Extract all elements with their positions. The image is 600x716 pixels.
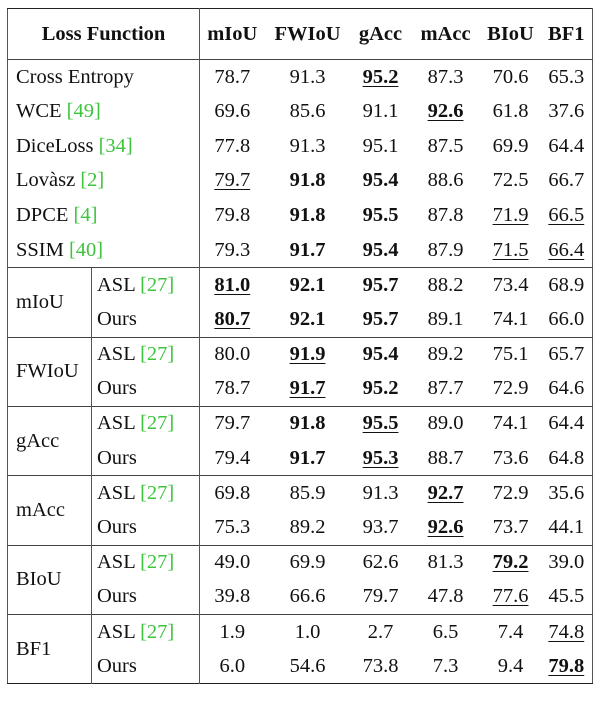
table-row bbox=[8, 198, 593, 233]
value-miou: 78.7 bbox=[214, 65, 251, 88]
method-cell bbox=[92, 337, 200, 372]
value-cell-macc bbox=[411, 545, 481, 580]
row-label-text: WCE bbox=[16, 100, 67, 123]
value-cell-fwiou bbox=[265, 476, 351, 511]
header-row bbox=[8, 9, 593, 60]
citation-ref: [4] bbox=[73, 204, 98, 227]
row-label-text: Ours bbox=[97, 377, 137, 400]
value-bf1: 74.8 bbox=[548, 620, 585, 643]
value-cell-macc bbox=[411, 198, 481, 233]
value-cell-bf1 bbox=[541, 406, 593, 441]
value-bf1: 65.3 bbox=[548, 65, 585, 88]
value-macc: 88.2 bbox=[427, 273, 464, 296]
value-biou: 72.9 bbox=[492, 377, 529, 400]
citation-ref: [27] bbox=[140, 273, 175, 296]
value-gacc: 79.7 bbox=[362, 585, 399, 608]
value-cell-biou bbox=[481, 649, 541, 684]
value-cell-miou bbox=[200, 406, 265, 441]
citation-ref: [27] bbox=[140, 551, 175, 574]
value-cell-fwiou bbox=[265, 510, 351, 545]
value-cell-miou bbox=[200, 198, 265, 233]
method-cell bbox=[92, 510, 200, 545]
value-macc: 6.5 bbox=[432, 620, 459, 643]
value-cell-gacc bbox=[351, 233, 411, 268]
value-biou: 74.1 bbox=[492, 412, 529, 435]
value-gacc: 95.7 bbox=[362, 307, 399, 330]
table-row bbox=[8, 302, 593, 337]
value-macc: 81.3 bbox=[427, 551, 464, 574]
value-biou: 74.1 bbox=[492, 307, 529, 330]
row-label-text: Ours bbox=[97, 307, 137, 330]
value-cell-fwiou bbox=[265, 337, 351, 372]
value-cell-gacc bbox=[351, 164, 411, 199]
value-fwiou: 91.9 bbox=[289, 343, 326, 366]
value-cell-fwiou bbox=[265, 302, 351, 337]
value-cell-bf1 bbox=[541, 268, 593, 303]
value-gacc: 95.2 bbox=[362, 377, 399, 400]
method-cell bbox=[92, 545, 200, 580]
table-row bbox=[8, 441, 593, 476]
value-biou: 77.6 bbox=[492, 585, 529, 608]
header-col-miou: mIoU bbox=[200, 9, 265, 60]
value-cell-fwiou bbox=[265, 198, 351, 233]
header-col-bf1: BF1 bbox=[541, 9, 593, 60]
row-label-text: SSIM bbox=[16, 238, 69, 261]
header-col-gacc: gAcc bbox=[351, 9, 411, 60]
value-miou: 79.7 bbox=[214, 169, 251, 192]
value-cell-miou bbox=[200, 268, 265, 303]
value-macc: 87.8 bbox=[427, 204, 464, 227]
value-cell-macc bbox=[411, 441, 481, 476]
value-cell-macc bbox=[411, 372, 481, 407]
value-fwiou: 54.6 bbox=[289, 654, 326, 677]
row-label-text: ASL bbox=[97, 273, 141, 296]
value-macc: 92.6 bbox=[427, 516, 464, 539]
row-label-text: Ours bbox=[97, 654, 137, 677]
table-row bbox=[8, 164, 593, 199]
value-miou: 81.0 bbox=[214, 273, 251, 296]
value-fwiou: 91.8 bbox=[289, 412, 326, 435]
value-cell-miou bbox=[200, 476, 265, 511]
value-miou: 75.3 bbox=[214, 516, 251, 539]
value-gacc: 95.7 bbox=[362, 273, 399, 296]
row-name-cell bbox=[8, 94, 200, 129]
value-fwiou: 91.3 bbox=[289, 65, 326, 88]
value-cell-macc bbox=[411, 649, 481, 684]
value-miou: 6.0 bbox=[219, 654, 246, 677]
value-fwiou: 92.1 bbox=[289, 307, 326, 330]
value-cell-bf1 bbox=[541, 198, 593, 233]
value-cell-gacc bbox=[351, 615, 411, 650]
value-cell-fwiou bbox=[265, 268, 351, 303]
value-bf1: 64.4 bbox=[548, 134, 585, 157]
citation-ref: [49] bbox=[66, 100, 101, 123]
citation-ref: [40] bbox=[68, 238, 104, 261]
value-cell-gacc bbox=[351, 94, 411, 129]
value-macc: 87.3 bbox=[427, 65, 464, 88]
value-cell-gacc bbox=[351, 476, 411, 511]
row-label-text: DPCE bbox=[16, 204, 74, 227]
value-cell-bf1 bbox=[541, 164, 593, 199]
row-name-cell bbox=[8, 60, 200, 95]
value-cell-biou bbox=[481, 233, 541, 268]
method-cell bbox=[92, 406, 200, 441]
value-miou: 1.9 bbox=[219, 620, 246, 643]
value-biou: 73.7 bbox=[492, 516, 529, 539]
value-macc: 92.7 bbox=[427, 481, 464, 504]
value-cell-macc bbox=[411, 510, 481, 545]
value-biou: 75.1 bbox=[492, 343, 529, 366]
value-cell-macc bbox=[411, 476, 481, 511]
value-bf1: 65.7 bbox=[548, 343, 585, 366]
value-cell-gacc bbox=[351, 545, 411, 580]
row-name-cell bbox=[8, 198, 200, 233]
value-cell-miou bbox=[200, 615, 265, 650]
row-label-text: Cross Entropy bbox=[16, 65, 134, 88]
row-name-cell bbox=[8, 233, 200, 268]
value-cell-macc bbox=[411, 337, 481, 372]
value-gacc: 95.5 bbox=[362, 204, 399, 227]
value-bf1: 66.4 bbox=[548, 238, 585, 261]
value-cell-fwiou bbox=[265, 406, 351, 441]
value-cell-miou bbox=[200, 337, 265, 372]
value-cell-gacc bbox=[351, 337, 411, 372]
value-cell-fwiou bbox=[265, 164, 351, 199]
citation-ref: [27] bbox=[140, 481, 175, 504]
value-biou: 9.4 bbox=[497, 654, 524, 677]
value-cell-miou bbox=[200, 510, 265, 545]
value-bf1: 37.6 bbox=[548, 100, 585, 123]
value-cell-macc bbox=[411, 302, 481, 337]
group-label: BF1 bbox=[8, 615, 92, 684]
value-cell-biou bbox=[481, 441, 541, 476]
value-miou: 80.0 bbox=[214, 343, 251, 366]
row-label-text: Ours bbox=[97, 585, 137, 608]
value-biou: 73.6 bbox=[492, 446, 529, 469]
value-cell-gacc bbox=[351, 372, 411, 407]
table-row bbox=[8, 337, 593, 372]
value-cell-fwiou bbox=[265, 94, 351, 129]
value-cell-fwiou bbox=[265, 580, 351, 615]
value-fwiou: 91.8 bbox=[289, 169, 326, 192]
value-gacc: 62.6 bbox=[362, 551, 399, 574]
value-cell-bf1 bbox=[541, 60, 593, 95]
value-cell-fwiou bbox=[265, 649, 351, 684]
row-label-text: ASL bbox=[97, 551, 141, 574]
citation-ref: [27] bbox=[140, 343, 175, 366]
value-gacc: 95.4 bbox=[362, 238, 399, 261]
row-label-text: ASL bbox=[97, 620, 141, 643]
value-fwiou: 91.7 bbox=[289, 446, 326, 469]
group-label: FWIoU bbox=[8, 337, 92, 406]
value-cell-macc bbox=[411, 580, 481, 615]
value-cell-macc bbox=[411, 233, 481, 268]
value-cell-miou bbox=[200, 302, 265, 337]
value-macc: 88.7 bbox=[427, 446, 464, 469]
value-cell-biou bbox=[481, 268, 541, 303]
value-cell-fwiou bbox=[265, 441, 351, 476]
table-row bbox=[8, 510, 593, 545]
value-fwiou: 91.8 bbox=[289, 204, 326, 227]
method-cell bbox=[92, 615, 200, 650]
method-cell bbox=[92, 649, 200, 684]
value-cell-bf1 bbox=[541, 129, 593, 164]
value-cell-miou bbox=[200, 545, 265, 580]
value-cell-biou bbox=[481, 302, 541, 337]
value-cell-bf1 bbox=[541, 302, 593, 337]
value-gacc: 2.7 bbox=[367, 620, 394, 643]
method-cell bbox=[92, 268, 200, 303]
table-row bbox=[8, 268, 593, 303]
value-miou: 49.0 bbox=[214, 551, 251, 574]
value-biou: 79.2 bbox=[492, 551, 529, 574]
value-cell-biou bbox=[481, 198, 541, 233]
value-cell-macc bbox=[411, 615, 481, 650]
value-cell-biou bbox=[481, 94, 541, 129]
table-body bbox=[8, 60, 593, 684]
method-cell bbox=[92, 372, 200, 407]
value-biou: 72.9 bbox=[492, 481, 529, 504]
value-fwiou: 91.7 bbox=[289, 377, 326, 400]
value-biou: 71.9 bbox=[492, 204, 529, 227]
value-fwiou: 91.7 bbox=[289, 238, 326, 261]
group-label: mAcc bbox=[8, 476, 92, 545]
value-bf1: 68.9 bbox=[548, 273, 585, 296]
value-bf1: 79.8 bbox=[548, 654, 585, 677]
value-cell-macc bbox=[411, 129, 481, 164]
value-biou: 7.4 bbox=[497, 620, 524, 643]
header-col-macc: mAcc bbox=[411, 9, 481, 60]
table-row bbox=[8, 615, 593, 650]
value-miou: 80.7 bbox=[214, 307, 251, 330]
value-bf1: 39.0 bbox=[548, 551, 585, 574]
table-row bbox=[8, 60, 593, 95]
table-row bbox=[8, 233, 593, 268]
table-row bbox=[8, 545, 593, 580]
value-cell-miou bbox=[200, 60, 265, 95]
value-macc: 89.2 bbox=[427, 343, 464, 366]
value-bf1: 64.8 bbox=[548, 446, 585, 469]
method-cell bbox=[92, 580, 200, 615]
row-name-cell bbox=[8, 129, 200, 164]
group-label: gAcc bbox=[8, 406, 92, 475]
value-macc: 47.8 bbox=[427, 585, 464, 608]
value-cell-bf1 bbox=[541, 372, 593, 407]
value-miou: 69.6 bbox=[214, 100, 251, 123]
value-cell-biou bbox=[481, 372, 541, 407]
value-fwiou: 85.9 bbox=[289, 481, 326, 504]
value-miou: 69.8 bbox=[214, 481, 251, 504]
value-miou: 79.8 bbox=[214, 204, 251, 227]
table-row bbox=[8, 476, 593, 511]
value-cell-bf1 bbox=[541, 615, 593, 650]
value-biou: 61.8 bbox=[492, 100, 529, 123]
value-cell-biou bbox=[481, 337, 541, 372]
value-cell-fwiou bbox=[265, 60, 351, 95]
value-cell-biou bbox=[481, 60, 541, 95]
value-fwiou: 92.1 bbox=[289, 273, 326, 296]
value-bf1: 44.1 bbox=[548, 516, 585, 539]
value-cell-gacc bbox=[351, 441, 411, 476]
value-macc: 92.6 bbox=[427, 100, 464, 123]
value-gacc: 95.4 bbox=[362, 169, 399, 192]
value-cell-miou bbox=[200, 94, 265, 129]
value-macc: 87.7 bbox=[427, 377, 464, 400]
value-cell-gacc bbox=[351, 129, 411, 164]
value-cell-bf1 bbox=[541, 545, 593, 580]
value-bf1: 66.0 bbox=[548, 307, 585, 330]
value-cell-bf1 bbox=[541, 649, 593, 684]
value-cell-bf1 bbox=[541, 476, 593, 511]
value-cell-fwiou bbox=[265, 615, 351, 650]
value-miou: 79.4 bbox=[214, 446, 251, 469]
value-cell-fwiou bbox=[265, 372, 351, 407]
value-gacc: 95.1 bbox=[362, 134, 399, 157]
value-cell-bf1 bbox=[541, 233, 593, 268]
value-cell-gacc bbox=[351, 198, 411, 233]
value-cell-biou bbox=[481, 580, 541, 615]
value-cell-bf1 bbox=[541, 441, 593, 476]
table-row bbox=[8, 94, 593, 129]
value-cell-miou bbox=[200, 372, 265, 407]
value-cell-bf1 bbox=[541, 580, 593, 615]
header-col-biou: BIoU bbox=[481, 9, 541, 60]
header-col-fwiou: FWIoU bbox=[265, 9, 351, 60]
value-fwiou: 89.2 bbox=[289, 516, 326, 539]
value-bf1: 64.4 bbox=[548, 412, 585, 435]
group-label: mIoU bbox=[8, 268, 92, 337]
table-row bbox=[8, 649, 593, 684]
value-biou: 73.4 bbox=[492, 273, 529, 296]
value-gacc: 95.2 bbox=[362, 65, 399, 88]
row-label-text: DiceLoss bbox=[16, 134, 99, 157]
row-label-text: ASL bbox=[97, 343, 141, 366]
value-biou: 69.9 bbox=[492, 134, 529, 157]
value-macc: 89.0 bbox=[427, 412, 464, 435]
value-cell-miou bbox=[200, 129, 265, 164]
value-cell-miou bbox=[200, 233, 265, 268]
value-bf1: 35.6 bbox=[548, 481, 585, 504]
value-cell-biou bbox=[481, 510, 541, 545]
value-fwiou: 85.6 bbox=[289, 100, 326, 123]
method-cell bbox=[92, 441, 200, 476]
value-bf1: 45.5 bbox=[548, 585, 585, 608]
value-bf1: 64.6 bbox=[548, 377, 585, 400]
method-cell bbox=[92, 476, 200, 511]
value-fwiou: 91.3 bbox=[289, 134, 326, 157]
citation-ref: [27] bbox=[140, 412, 175, 435]
table-row bbox=[8, 580, 593, 615]
value-cell-gacc bbox=[351, 302, 411, 337]
value-cell-macc bbox=[411, 94, 481, 129]
value-bf1: 66.5 bbox=[548, 204, 585, 227]
citation-ref: [27] bbox=[140, 620, 175, 643]
value-cell-biou bbox=[481, 129, 541, 164]
value-cell-miou bbox=[200, 580, 265, 615]
row-label-text: Ours bbox=[97, 446, 137, 469]
value-cell-macc bbox=[411, 164, 481, 199]
value-cell-gacc bbox=[351, 580, 411, 615]
header-loss-function: Loss Function bbox=[8, 9, 200, 60]
value-miou: 79.7 bbox=[214, 412, 251, 435]
value-cell-gacc bbox=[351, 268, 411, 303]
table-row bbox=[8, 406, 593, 441]
value-cell-gacc bbox=[351, 510, 411, 545]
value-macc: 87.9 bbox=[427, 238, 464, 261]
value-cell-biou bbox=[481, 164, 541, 199]
value-cell-miou bbox=[200, 164, 265, 199]
table-row bbox=[8, 129, 593, 164]
row-label-text: Lovàsz bbox=[16, 169, 81, 192]
value-biou: 70.6 bbox=[492, 65, 529, 88]
value-macc: 89.1 bbox=[427, 307, 464, 330]
group-label: BIoU bbox=[8, 545, 92, 614]
value-gacc: 95.5 bbox=[362, 412, 399, 435]
value-gacc: 93.7 bbox=[362, 516, 399, 539]
value-cell-bf1 bbox=[541, 337, 593, 372]
value-cell-miou bbox=[200, 441, 265, 476]
value-gacc: 91.3 bbox=[362, 481, 399, 504]
value-cell-biou bbox=[481, 476, 541, 511]
value-gacc: 95.4 bbox=[362, 343, 399, 366]
value-miou: 78.7 bbox=[214, 377, 251, 400]
value-biou: 71.5 bbox=[492, 238, 529, 261]
row-label-text: Ours bbox=[97, 516, 137, 539]
value-gacc: 73.8 bbox=[362, 654, 399, 677]
value-fwiou: 66.6 bbox=[289, 585, 326, 608]
value-cell-gacc bbox=[351, 649, 411, 684]
value-biou: 72.5 bbox=[492, 169, 529, 192]
value-fwiou: 1.0 bbox=[294, 620, 321, 643]
row-label-text: ASL bbox=[97, 412, 141, 435]
value-bf1: 66.7 bbox=[548, 169, 585, 192]
value-gacc: 95.3 bbox=[362, 446, 399, 469]
value-cell-bf1 bbox=[541, 510, 593, 545]
table-row bbox=[8, 372, 593, 407]
value-miou: 39.8 bbox=[214, 585, 251, 608]
value-miou: 79.3 bbox=[214, 238, 251, 261]
value-miou: 77.8 bbox=[214, 134, 251, 157]
value-cell-gacc bbox=[351, 406, 411, 441]
row-name-cell bbox=[8, 164, 200, 199]
value-cell-bf1 bbox=[541, 94, 593, 129]
citation-ref: [2] bbox=[80, 169, 105, 192]
value-cell-macc bbox=[411, 406, 481, 441]
row-label-text: ASL bbox=[97, 481, 141, 504]
value-cell-biou bbox=[481, 615, 541, 650]
value-cell-macc bbox=[411, 268, 481, 303]
citation-ref: [34] bbox=[98, 134, 133, 157]
value-cell-gacc bbox=[351, 60, 411, 95]
value-cell-fwiou bbox=[265, 233, 351, 268]
value-macc: 7.3 bbox=[432, 654, 459, 677]
value-cell-macc bbox=[411, 60, 481, 95]
value-macc: 87.5 bbox=[427, 134, 464, 157]
value-cell-fwiou bbox=[265, 129, 351, 164]
value-cell-biou bbox=[481, 545, 541, 580]
value-macc: 88.6 bbox=[427, 169, 464, 192]
results-table bbox=[7, 8, 593, 684]
value-cell-fwiou bbox=[265, 545, 351, 580]
value-cell-miou bbox=[200, 649, 265, 684]
method-cell bbox=[92, 302, 200, 337]
value-gacc: 91.1 bbox=[362, 100, 399, 123]
value-cell-biou bbox=[481, 406, 541, 441]
value-fwiou: 69.9 bbox=[289, 551, 326, 574]
